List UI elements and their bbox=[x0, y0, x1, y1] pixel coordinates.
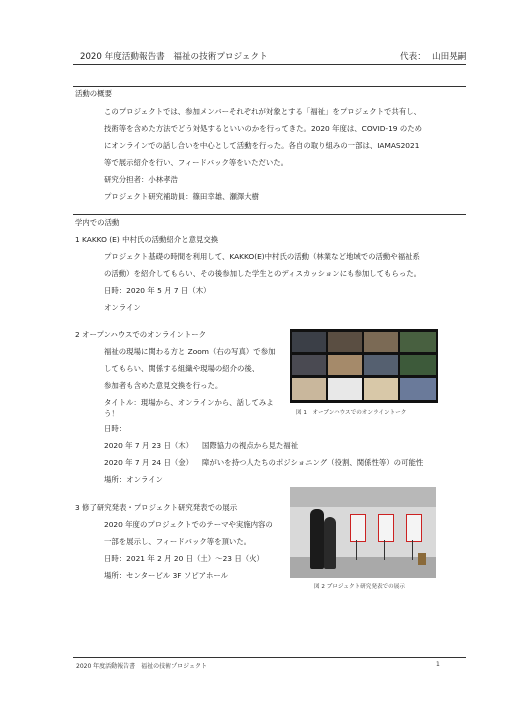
summary-line: 等で展示紹介を行い、フィードバック等をいただいた。 bbox=[104, 158, 289, 167]
item3-date: 日時：2021 年 2 月 20 日（土）～23 日（火） bbox=[104, 554, 264, 563]
summary-rule bbox=[73, 86, 466, 87]
item1-title: 1 KAKKO (E) 中村氏の活動紹介と意見交換 bbox=[75, 235, 219, 244]
figure2-caption: 図 2 プロジェクト研究発表での展示 bbox=[314, 584, 405, 590]
item2-session-date: 2020 年 7 月 23 日（木） bbox=[104, 441, 194, 450]
figure1-caption: 図 1 オープンハウスでのオンライントーク bbox=[296, 410, 407, 416]
item1-line: の活動）を紹介してもらい、その後参加した学生とのディスカッションにも参加してもらった。 bbox=[104, 269, 421, 278]
header-rep-name: 山田晃嗣 bbox=[432, 52, 467, 62]
item1-line: プロジェクト基礎の時間を利用して、KAKKO(E)中村氏の活動（林業など地域での活動や福祉系 bbox=[104, 252, 420, 261]
item3-title: 3 修了研究発表・プロジェクト研究発表での展示 bbox=[75, 503, 238, 512]
item2-line: タイトル：現場から、オンラインから、話してみよ bbox=[104, 398, 274, 407]
zoom-screenshot-photo bbox=[290, 329, 438, 403]
footer-title: 2020 年度活動報告書 福祉の技術プロジェクト bbox=[76, 663, 208, 670]
header-rep-label: 代表： bbox=[400, 52, 426, 62]
header-title: 2020 年度活動報告書 福祉の技術プロジェクト bbox=[80, 52, 268, 62]
item2-line: 参加者も含めた意見交換を行った。 bbox=[104, 381, 223, 390]
summary-heading: 活動の概要 bbox=[75, 89, 112, 98]
item2-date-label: 日時： bbox=[104, 424, 127, 433]
item2-session-topic: 障がいを持つ人たちのポジショニング（役割、関係性等）の可能性 bbox=[202, 458, 424, 467]
summary-line: 技術等を含めた方法でどう対処するといいのかを行ってきた。2020 年度は、COVID-19 のため bbox=[104, 124, 423, 133]
researcher-line: 研究分担者：小林孝浩 bbox=[104, 175, 178, 184]
campus-heading: 学内での活動 bbox=[75, 218, 120, 227]
item2-line: してもらい、関係する組織や現場の紹介の後、 bbox=[104, 364, 260, 373]
assistants-line: プロジェクト研究補助員：篠田幸雄、瀬澤大樹 bbox=[104, 192, 260, 201]
item1-date: 日時：2020 年 5 月 7 日（木） bbox=[104, 286, 211, 295]
page-number: 1 bbox=[436, 661, 440, 668]
item2-title: 2 オープンハウスでのオンライントーク bbox=[75, 330, 207, 339]
item3-line: 2020 年度のプロジェクトでのテーマや実施内容の bbox=[104, 520, 273, 529]
item2-session-date: 2020 年 7 月 24 日（金） bbox=[104, 458, 194, 467]
summary-line: にオンラインでの話し合いを中心として活動を行った。各自の取り組みの一部は、IAMAS2021 bbox=[104, 141, 420, 150]
item3-place: 場所：センタービル 3F ソピアホール bbox=[104, 571, 229, 580]
campus-rule bbox=[73, 214, 466, 215]
summary-line: このプロジェクトでは、参加メンバーそれぞれが対象とする「福祉」をプロジェクトで共有し、 bbox=[104, 107, 421, 116]
item1-place: オンライン bbox=[104, 303, 141, 312]
item3-line: 一部を展示し、フィードバック等を頂いた。 bbox=[104, 537, 252, 546]
item2-line: う！ bbox=[104, 409, 119, 418]
header-rule bbox=[73, 64, 466, 65]
exhibition-photo bbox=[290, 487, 436, 578]
item2-session-topic: 国際協力の視点から見た福祉 bbox=[202, 441, 299, 450]
footer-rule bbox=[73, 657, 466, 658]
item2-line: 福祉の現場に関わる方と Zoom（右の写真）で参加 bbox=[104, 347, 276, 356]
item2-place: 場所：オンライン bbox=[104, 475, 163, 484]
